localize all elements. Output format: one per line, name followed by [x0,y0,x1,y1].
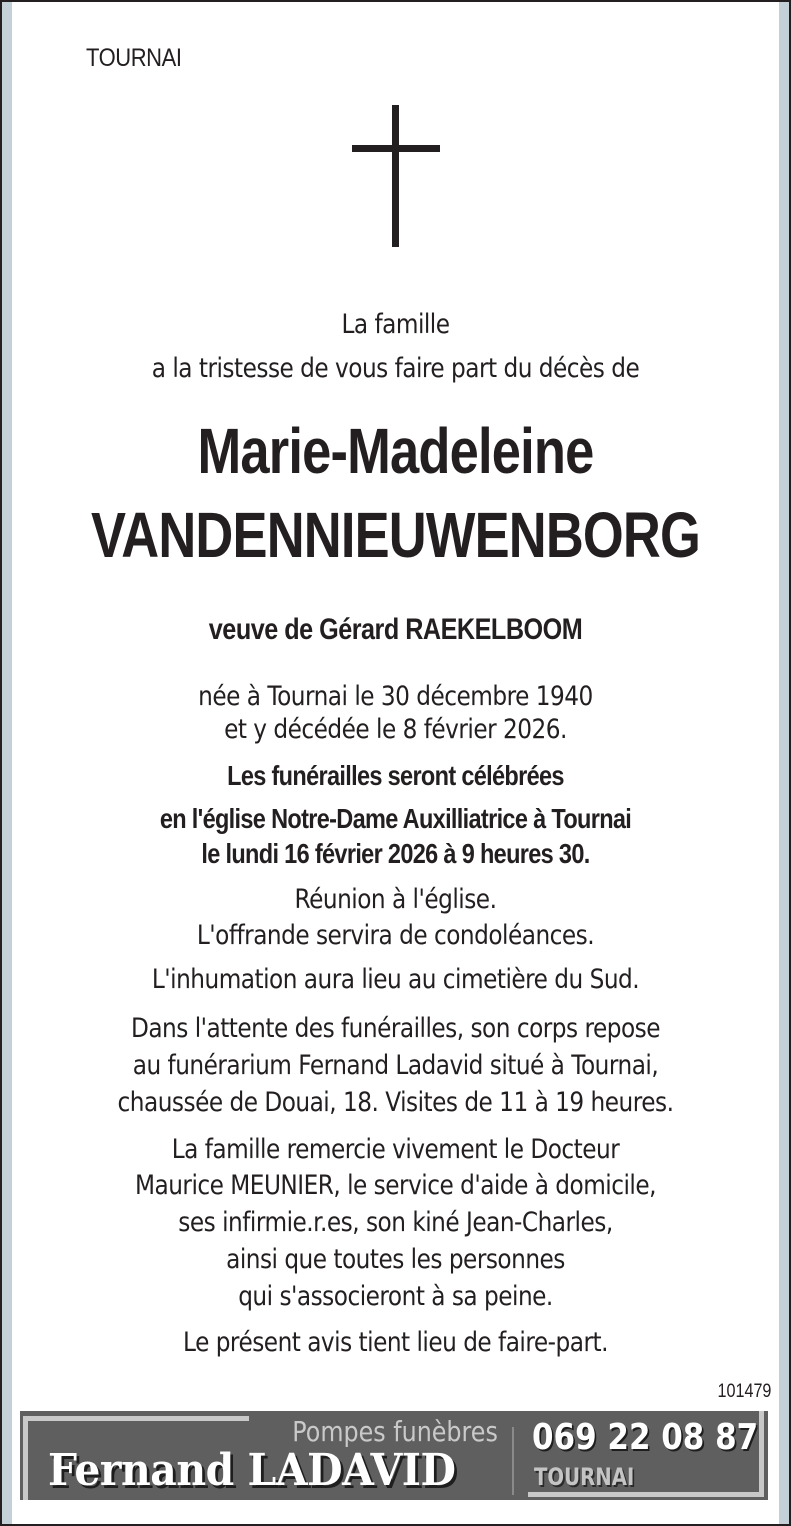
frame-top-bar [23,1416,249,1421]
birth-line: née à Tournai le 30 décembre 1940 [198,681,593,712]
funeral-home-city: TOURNAI [534,1463,635,1491]
thanks-line: Maurice MEUNIER, le service d'aide à domicile, [134,1170,656,1201]
left-margin-strip [2,2,12,1524]
viewing-line: chaussée de Douai, 18. Visites de 11 à 19 heures. [117,1087,674,1118]
cross-icon [352,105,440,247]
funeral-line: le lundi 16 février 2026 à 9 heures 30. [201,838,590,869]
closing-line: Le présent avis tient lieu de faire-part. [183,1327,608,1358]
viewing-line: au funérarium Fernand Ladavid situé à Tournai, [132,1050,659,1081]
frame-right-bar [759,1411,764,1497]
burial-line: L'inhumation aura lieu au cimetière du Sud. [151,964,640,995]
location-label: TOURNAI [86,44,182,72]
viewing-line: Dans l'attente des funérailles, son corps repose [130,1013,661,1044]
deceased-first-name: Marie-Madeleine [197,415,594,487]
thanks-line: ainsi que toutes les personnes [226,1244,565,1275]
intro-line: a la tristesse de vous faire part du décès de [151,353,640,384]
widow-of: veuve de Gérard RAEKELBOOM [208,613,583,646]
thanks-line: ses infirmie.r.es, son kiné Jean-Charles, [178,1207,613,1238]
frame-bottom-bar [528,1492,764,1497]
right-margin-strip [779,2,789,1524]
funeral-line: en l'église Notre-Dame Auxilliatrice à Tournai [159,803,632,834]
intro-line: La famille [341,309,450,340]
funeral-home-tagline: Pompes funèbres [292,1415,498,1448]
deceased-last-name: VANDENNIEUWENBORG [90,499,701,571]
thanks-line: La famille remercie vivement le Docteur [171,1134,620,1165]
offering-line: L'offrande servira de condoléances. [196,920,595,951]
banner-divider [512,1427,514,1495]
funeral-home-name: Fernand LADAVID [48,1445,456,1496]
thanks-line: qui s'associeront à sa peine. [238,1281,553,1312]
reference-number: 101479 [717,1381,771,1402]
funeral-home-phone: 069 22 08 87 [532,1417,759,1458]
death-line: et y décédée le 8 février 2026. [224,714,567,745]
meeting-line: Réunion à l'église. [294,884,497,915]
funeral-line: Les funérailles seront célébrées [227,760,564,791]
frame-left-bar [23,1416,28,1500]
funeral-home-banner [20,1411,768,1500]
